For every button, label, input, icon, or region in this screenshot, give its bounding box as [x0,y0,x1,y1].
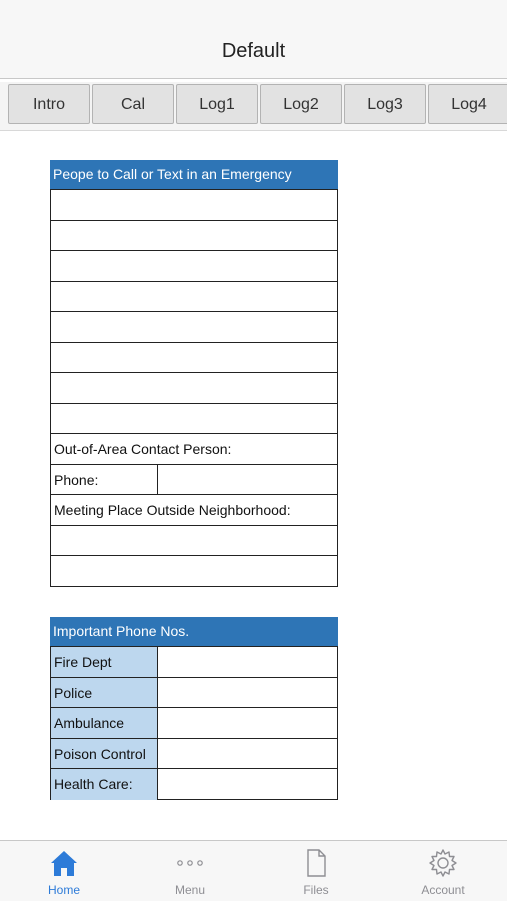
emergency-contact-row-1[interactable] [51,190,337,221]
poison-control-row[interactable] [51,739,337,770]
emergency-table-header: Peope to Call or Text in an Emergency [50,160,338,189]
health-care-label: Health Care: [54,776,133,792]
fire-dept-row[interactable] [51,647,337,678]
phone-value-cell[interactable] [157,465,158,495]
ambulance-value-cell[interactable] [157,708,158,738]
important-numbers-table [50,646,338,800]
meeting-place-row-2[interactable] [51,556,337,587]
navigation-bar [0,0,507,79]
emergency-contact-row-4[interactable] [51,282,337,313]
tab-cal[interactable]: Cal [92,84,174,124]
meeting-place-row-1[interactable] [51,526,337,557]
page-title: Default [221,40,286,62]
health-care-row[interactable] [51,769,337,800]
out-of-area-row[interactable] [51,434,337,465]
poison-control-value-cell[interactable] [157,739,158,769]
tabbar-menu[interactable] [127,841,253,901]
tabbar-home[interactable] [1,841,127,901]
tab-strip[interactable] [0,82,507,131]
tab-log4[interactable]: Log4 [428,84,507,124]
important-numbers-header: Important Phone Nos. [50,617,338,646]
poison-control-label: Poison Control [54,745,146,762]
health-care-value-cell[interactable] [157,769,158,800]
home-icon [48,847,80,879]
ambulance-label: Ambulance [54,715,125,731]
emergency-contact-row-7[interactable] [51,373,337,404]
meeting-place-label: Meeting Place Outside Neighborhood: [54,502,291,518]
emergency-contact-row-5[interactable] [51,312,337,343]
tabbar-account-label: Account [421,883,465,897]
tab-intro[interactable]: Intro [8,84,90,124]
police-value-cell[interactable] [157,678,158,708]
more-icon [174,847,206,879]
tabbar-menu-label: Menu [174,883,206,897]
tab-log2[interactable]: Log2 [260,84,342,124]
emergency-contact-row-3[interactable] [51,251,337,282]
bottom-tab-bar [0,840,507,901]
phone-label: Phone: [54,471,99,488]
tab-log3[interactable]: Log3 [344,84,426,124]
gear-icon [427,847,459,879]
police-row[interactable] [51,678,337,709]
out-of-area-label: Out-of-Area Contact Person: [54,441,232,457]
tabbar-files-label: Files [303,883,329,897]
tabbar-files[interactable] [253,841,379,901]
emergency-contact-row-8[interactable] [51,404,337,435]
tabbar-account[interactable] [380,841,506,901]
ambulance-row[interactable] [51,708,337,739]
tabbar-home-label: Home [47,883,80,897]
tab-log1[interactable]: Log1 [176,84,258,124]
fire-dept-value-cell[interactable] [157,647,158,677]
emergency-table [50,189,338,587]
emergency-contact-row-2[interactable] [51,221,337,252]
meeting-place-row[interactable] [51,495,337,526]
police-label: Police [54,684,93,701]
emergency-contact-row-6[interactable] [51,343,337,374]
fire-dept-label: Fire Dept [54,654,112,670]
file-icon [300,847,332,879]
phone-row[interactable] [51,465,337,496]
